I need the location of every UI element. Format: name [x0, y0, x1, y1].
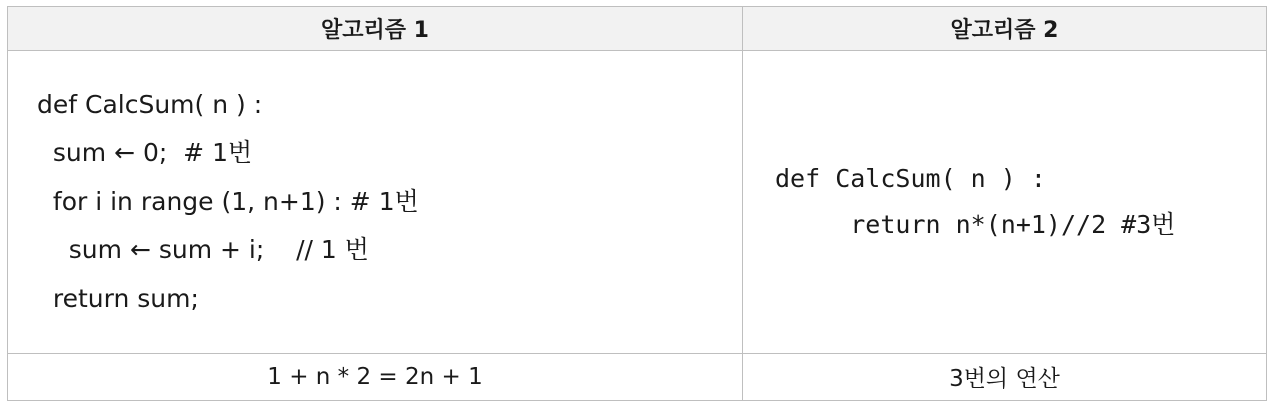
- algorithm-1-code: [8, 81, 742, 324]
- algorithm-2-complexity: 3번의 연산: [743, 353, 1267, 400]
- code-line: sum ← sum + i; // 1 번: [37, 235, 369, 265]
- code-line: def CalcSum( n ) :: [775, 163, 1046, 193]
- code-row: [8, 51, 1267, 354]
- algorithm-1-code-cell: [8, 51, 743, 354]
- header-algorithm-2: 알고리즘 2: [743, 7, 1267, 51]
- code-line: def CalcSum( n ) :: [37, 89, 263, 119]
- complexity-row: [8, 353, 1267, 400]
- code-line: return sum;: [37, 283, 199, 313]
- algorithm-2-code-cell: [743, 51, 1267, 354]
- algorithm-1-complexity: 1 + n * 2 = 2n + 1: [8, 353, 743, 400]
- code-line: return n*(n+1)//2 #3번: [775, 209, 1176, 239]
- header-row: [8, 7, 1267, 51]
- algorithm-2-code: [743, 156, 1266, 248]
- code-line: sum ← 0; # 1번: [37, 138, 253, 168]
- header-algorithm-1: 알고리즘 1: [8, 7, 743, 51]
- algorithm-comparison-table: [7, 6, 1267, 401]
- code-line: for i in range (1, n+1) : # 1번: [37, 186, 419, 216]
